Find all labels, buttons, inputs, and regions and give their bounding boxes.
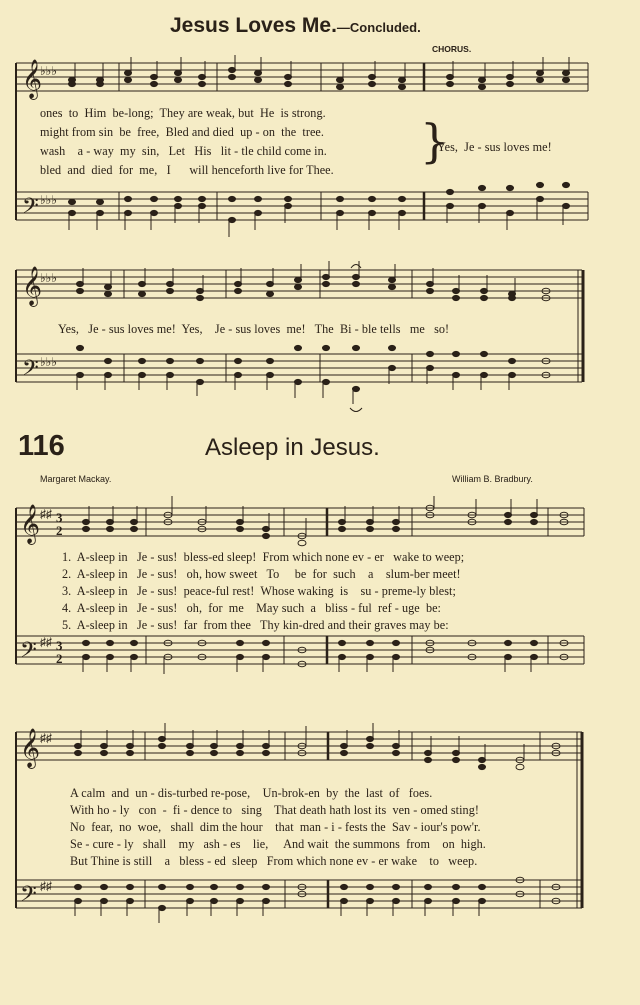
verse-line-1: ones to Him be-long; They are weak, but He is strong.: [40, 106, 326, 120]
svg-text:3: 3: [56, 510, 63, 525]
hymn-refrain-line-4: Se - cure - ly shall my ash - es lie, And wait the summons from on high.: [70, 837, 486, 851]
verse-line-2: might from sin be free, Bled and died up - on the tree.: [40, 125, 324, 139]
svg-text:3: 3: [56, 638, 63, 653]
svg-text:♭♭♭: ♭♭♭: [40, 193, 57, 207]
svg-text:♭♭♭: ♭♭♭: [40, 64, 57, 78]
hymn-refrain-line-5: But Thine is still a bless - ed sleep From which none ev - er wake to weep.: [70, 854, 478, 868]
chorus-text: Yes, Je - sus loves me!: [437, 140, 552, 154]
music-credit: William B. Bradbury.: [452, 474, 533, 484]
svg-text:𝄢: 𝄢: [22, 194, 39, 224]
hymn-verse-3: 3. A-sleep in Je - sus! peace-ful rest! Whose waking is su - preme-ly blest;: [62, 584, 456, 598]
svg-text:♯♯: ♯♯: [40, 507, 52, 521]
verse-line-3: wash a - way my sin, Let His lit - tle child come in.: [40, 144, 327, 158]
hymn-refrain-line-2: With ho - ly con - fi - dence to sing That death hath lost its ven - omed sting!: [70, 803, 479, 817]
svg-text:𝄢: 𝄢: [20, 638, 37, 668]
svg-text:𝄞: 𝄞: [20, 504, 41, 544]
hymn-title: Asleep in Jesus.: [205, 434, 380, 461]
verse-line-4: bled and died for me, I will henceforth live for Thee.: [40, 163, 334, 177]
svg-text:♭♭♭: ♭♭♭: [40, 271, 57, 285]
svg-text:2: 2: [56, 651, 63, 666]
page-title: Jesus Loves Me.—Concluded.: [170, 14, 421, 37]
svg-text:𝄞: 𝄞: [20, 728, 41, 768]
hymn-number: 116: [18, 430, 65, 462]
music-system-2: [0, 258, 640, 418]
svg-text:2: 2: [56, 523, 63, 538]
chorus-label: CHORUS.: [432, 44, 472, 54]
hymn-refrain-line-3: No fear, no woe, shall dim the hour that man - i - fests the Sav - iour's pow'r.: [70, 820, 481, 834]
svg-text:𝄞: 𝄞: [22, 266, 43, 306]
svg-text:𝄞: 𝄞: [22, 59, 43, 99]
svg-text:♯♯: ♯♯: [40, 731, 52, 745]
hymn-refrain-line-1: A calm and un - dis-turbed re-pose, Un-brok-en by the last of foes.: [70, 786, 433, 800]
hymn-verse-1: 1. A-sleep in Je - sus! bless-ed sleep! From which none ev - er wake to weep;: [62, 550, 465, 564]
hymn-verse-2: 2. A-sleep in Je - sus! oh, how sweet To be for such a slum-ber meet!: [62, 567, 461, 581]
svg-text:♯♯: ♯♯: [40, 635, 52, 649]
words-credit: Margaret Mackay.: [40, 474, 112, 484]
system2-lyrics: Yes, Je - sus loves me! Yes, Je - sus loves me! The Bi - ble tells me so!: [58, 322, 450, 336]
hymn-verse-5: 5. A-sleep in Je - sus! far from thee Thy kin-dred and their graves may be:: [62, 618, 449, 632]
svg-text:𝄢: 𝄢: [20, 882, 37, 912]
svg-text:}: }: [420, 114, 450, 168]
svg-text:𝄢: 𝄢: [22, 356, 39, 386]
svg-text:♭♭♭: ♭♭♭: [40, 355, 57, 369]
svg-text:♯♯: ♯♯: [40, 879, 52, 893]
hymn-verse-4: 4. A-sleep in Je - sus! oh, for me May such a bliss - ful ref - uge be:: [62, 601, 441, 615]
